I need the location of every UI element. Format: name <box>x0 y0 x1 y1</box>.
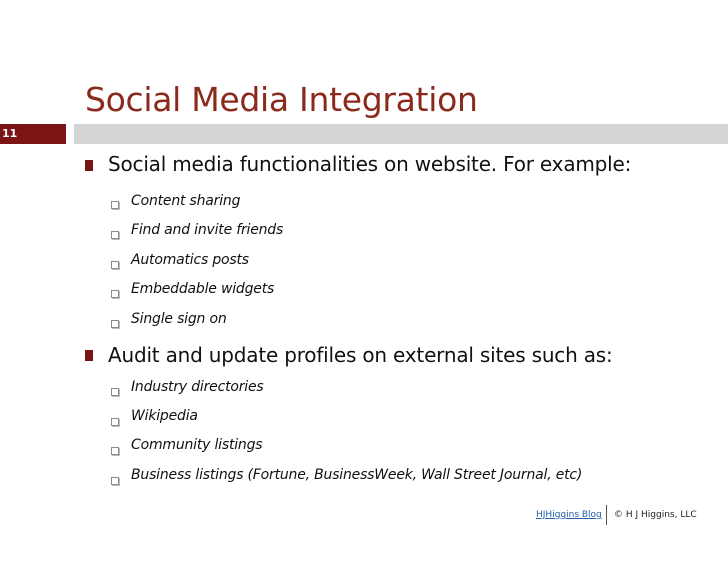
sub-bullet-marker <box>111 231 119 239</box>
bullet-marker <box>85 160 93 171</box>
sub-bullet-text: Industry directories <box>131 379 264 395</box>
sub-bullet-text: Community listings <box>131 437 263 453</box>
slide-title: Social Media Integration <box>85 80 478 119</box>
sub-bullet-text: Wikipedia <box>131 408 198 424</box>
sub-bullet-marker <box>111 388 119 396</box>
sub-bullet-text: Content sharing <box>131 193 241 209</box>
sub-bullet-text: Single sign on <box>131 311 227 327</box>
slide-number: 11 <box>2 127 18 140</box>
bullet-marker <box>85 350 93 361</box>
footer-copyright: © H J Higgins, LLC <box>614 510 697 520</box>
bullet-text: Audit and update profiles on external sites such as: <box>108 343 613 367</box>
bullet-text: Social media functionalities on website. For example: <box>108 152 632 176</box>
sub-bullet-text: Business listings (Fortune, BusinessWeek, Wall Street Journal, etc) <box>131 467 583 483</box>
sub-bullet-text: Embeddable widgets <box>131 281 275 297</box>
sub-bullet-marker <box>111 418 119 426</box>
title-divider-bar <box>74 124 728 144</box>
sub-bullet-text: Automatics posts <box>131 252 249 268</box>
footer-blog-link[interactable]: HJHiggins Blog <box>536 510 602 520</box>
sub-bullet-marker <box>111 201 119 209</box>
sub-bullet-marker <box>111 320 119 328</box>
sub-bullet-marker <box>111 477 119 485</box>
sub-bullet-marker <box>111 447 119 455</box>
sub-bullet-text: Find and invite friends <box>131 222 284 238</box>
sub-bullet-marker <box>111 261 119 269</box>
footer-separator <box>606 505 607 525</box>
sub-bullet-marker <box>111 290 119 298</box>
